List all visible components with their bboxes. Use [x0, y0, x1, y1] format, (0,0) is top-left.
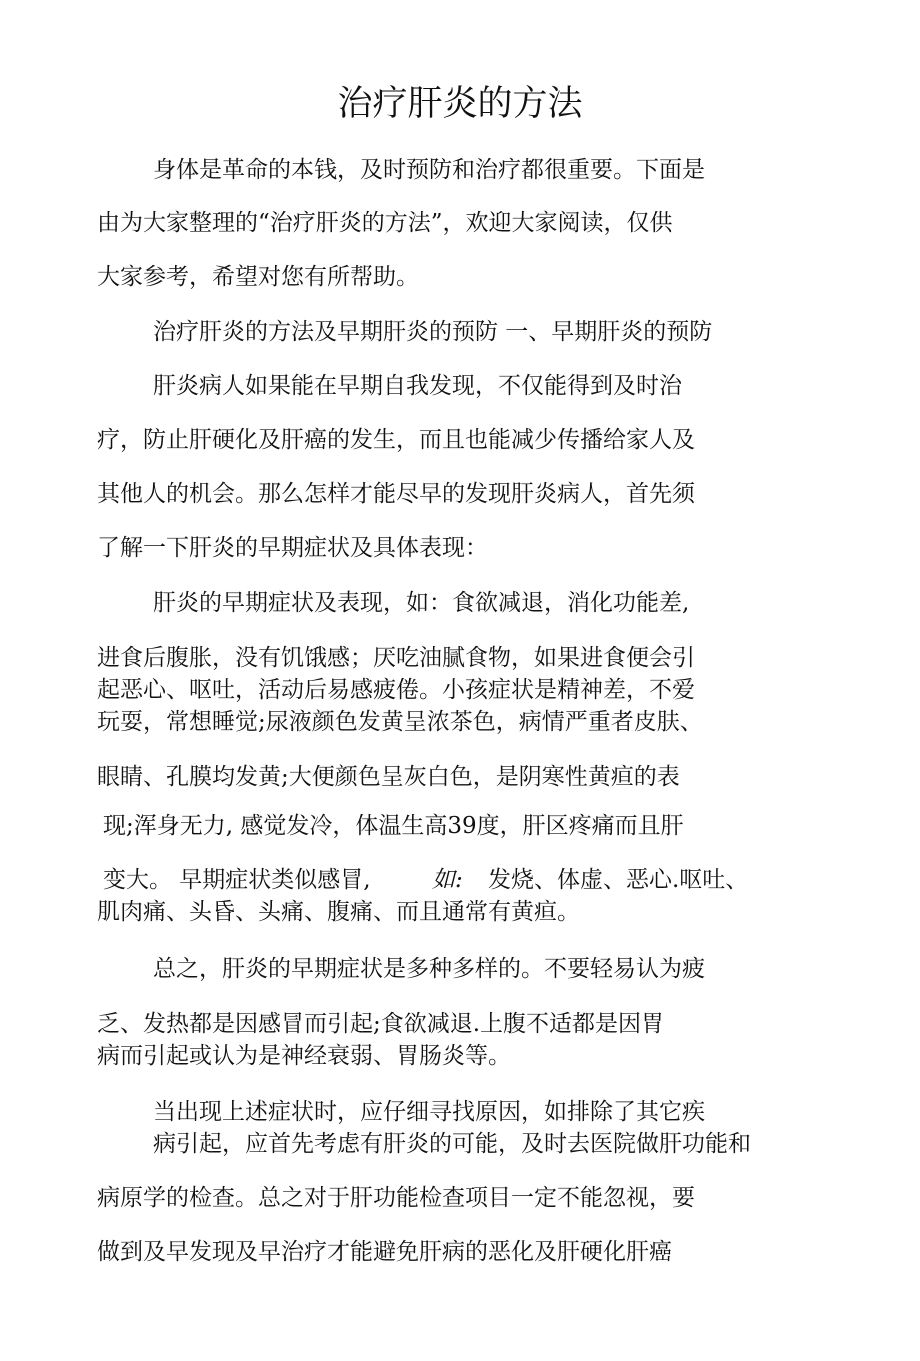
paragraph-2-line-3: 其他人的机会。那么怎样才能尽早的发现肝炎病人，首先须: [97, 481, 695, 507]
paragraph-3-line-7-emphasis: 如:: [432, 867, 463, 893]
paragraph-2-line-1: 肝炎病人如果能在早期自我发现，不仅能得到及时治: [153, 373, 682, 399]
paragraph-3-line-1: 肝炎的早期症状及表现，如：食欲减退，消化功能差,: [153, 590, 690, 616]
paragraph-3-line-2: 进食后腹胀，没有饥饿感；厌吃油腻食物，如果进食便会引: [97, 645, 695, 671]
paragraph-3-line-7b: 发烧、体虚、恶心.呕吐、: [488, 867, 749, 893]
paragraph-1-line-3: 大家参考，希望对您有所帮助。: [97, 264, 419, 290]
paragraph-4-line-3: 病而引起或认为是神经衰弱、胃肠炎等。: [97, 1043, 511, 1069]
paragraph-3-line-8: 肌肉痛、头昏、头痛、腹痛、而且通常有黄疸。: [97, 899, 580, 925]
paragraph-3-line-7a: 变大。 早期症状类似感冒,: [103, 867, 371, 893]
paragraph-5-line-4: 做到及早发现及早治疗才能避免肝病的恶化及肝硬化肝癌: [97, 1239, 672, 1265]
section-heading: 治疗肝炎的方法及早期肝炎的预防 一、早期肝炎的预防: [153, 319, 713, 345]
paragraph-3-line-6: 现;浑身无力, 感觉发冷，体温生高39度，肝区疼痛而且肝: [103, 813, 684, 839]
paragraph-1-line-2: 由为大家整理的“治疗肝炎的方法”，欢迎大家阅读，仅供: [97, 210, 673, 236]
paragraph-5-line-2: 病引起，应首先考虑有肝炎的可能，及时去医院做肝功能和: [153, 1131, 751, 1157]
paragraph-5-line-3: 病原学的检查。总之对于肝功能检查项目一定不能忽视，要: [97, 1185, 695, 1211]
paragraph-2-line-2: 疗，防止肝硬化及肝癌的发生，而且也能减少传播给家人及: [97, 427, 695, 453]
document-title: 治疗肝炎的方法: [337, 84, 583, 124]
paragraph-1-line-1: 身体是革命的本钱，及时预防和治疗都很重要。下面是: [153, 157, 705, 183]
paragraph-2-line-4: 了解一下肝炎的早期症状及具体表现：: [97, 535, 488, 561]
paragraph-3-line-3: 起恶心、呕吐，活动后易感疲倦。小孩症状是精神差，不爱: [97, 677, 695, 703]
paragraph-5-line-1: 当出现上述症状时，应仔细寻找原因，如排除了其它疾: [153, 1099, 705, 1125]
paragraph-4-line-2: 乏、发热都是因感冒而引起;食欲减退.上腹不适都是因胃: [97, 1011, 665, 1037]
paragraph-3-line-5: 眼睛、孔膜均发黄;大便颜色呈灰白色，是阴寒性黄疸的表: [97, 764, 680, 790]
paragraph-3-line-4: 玩耍，常想睡觉;尿液颜色发黄呈浓茶色，病情严重者皮肤、: [97, 709, 703, 735]
paragraph-4-line-1: 总之，肝炎的早期症状是多种多样的。不要轻易认为疲: [153, 956, 705, 982]
